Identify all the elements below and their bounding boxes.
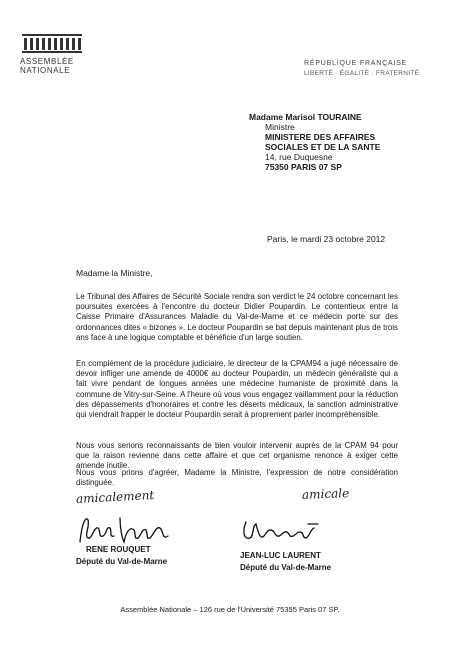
- assembly-name-line2: NATIONALE: [20, 66, 71, 75]
- assemblee-nationale-logo-icon: [22, 32, 82, 54]
- signature-jean-luc-laurent-icon: [240, 518, 322, 544]
- paragraph-3: Nous vous serions reconnaissants de bien vouloir intervenir auprès de la CPAM 94 pour que la raison revienne dans cette affaire et que cet organisme renonce à exiger cette amende inutile.: [76, 441, 398, 471]
- letter-date: Paris, le mardi 23 octobre 2012: [267, 234, 386, 244]
- footer-address: Assemblée Nationale – 126 rue de l'Université 75355 Paris 07 SP.: [120, 605, 340, 614]
- recipient-ministry-line2: SOCIALES ET DE LA SANTE: [265, 142, 381, 152]
- recipient-title: Ministre: [265, 122, 295, 132]
- handwritten-note-right: amicale: [301, 486, 350, 502]
- signatory-2-role: Député du Val-de-Marne: [240, 563, 332, 572]
- paragraph-4: Nous vous prions d'agréer, Madame la Ministre, l'expression de notre considération distinguée.: [76, 468, 398, 488]
- signatory-2-name: JEAN-LUC LAURENT: [240, 551, 321, 560]
- paragraph-2: En complément de la procédure judiciaire, le directeur de la CPAM94 a jugé nécessaire de devoir infliger une amende de 4000€ au docteur Poupardin, un médecin généraliste qui a fait vivre pendant de longues années une médecine humaniste de proximité dans la commune de Vitry-sur-Seine. A l'heure où vous vous engagez vaillamment pour la réduction des dépassements d'honoraires et contre les déserts médicaux, la sanction administrative qui viendrait frapper le docteur Poupardin serait à proprement parler incompréhensible.: [76, 359, 398, 420]
- handwritten-note-left: amicalement: [75, 487, 155, 507]
- paragraph-1: Le Tribunal des Affaires de Sécurité Sociale rendra son verdict le 24 octobre concernant les poursuites exercées à l'encontre du docteur Didier Poupardin. Le contentieux entre la Caisse Primaire d'Assurances Maladie du Val-de-Marne et ce médecin porte sur des ordonnances dites « bizones ». Le docteur Poupardin se bat depuis maintenant plus de trois ans face à une logique comptable et bénéficie d'un large soutien.: [76, 292, 398, 342]
- republic-title: RÉPUBLIQUE FRANÇAISE: [304, 60, 408, 67]
- recipient-name: Madame Marisol TOURAINE: [249, 112, 362, 122]
- recipient-ministry-line1: MINISTERE DES AFFAIRES: [265, 132, 376, 142]
- recipient-city: 75350 PARIS 07 SP: [265, 162, 342, 172]
- signatory-1-role: Député du Val-de-Marne: [76, 557, 168, 566]
- signatory-1-name: RENE ROUQUET: [86, 545, 151, 554]
- recipient-street: 14, rue Duquesne: [265, 152, 333, 162]
- assembly-name-line1: ASSEMBLÉE: [20, 57, 74, 66]
- signature-rene-rouquet-icon: [76, 512, 172, 548]
- republic-motto: LIBERTÉ · ÉGALITÉ · FRATERNITÉ: [304, 70, 420, 77]
- salutation: Madame la Ministre,: [76, 268, 153, 278]
